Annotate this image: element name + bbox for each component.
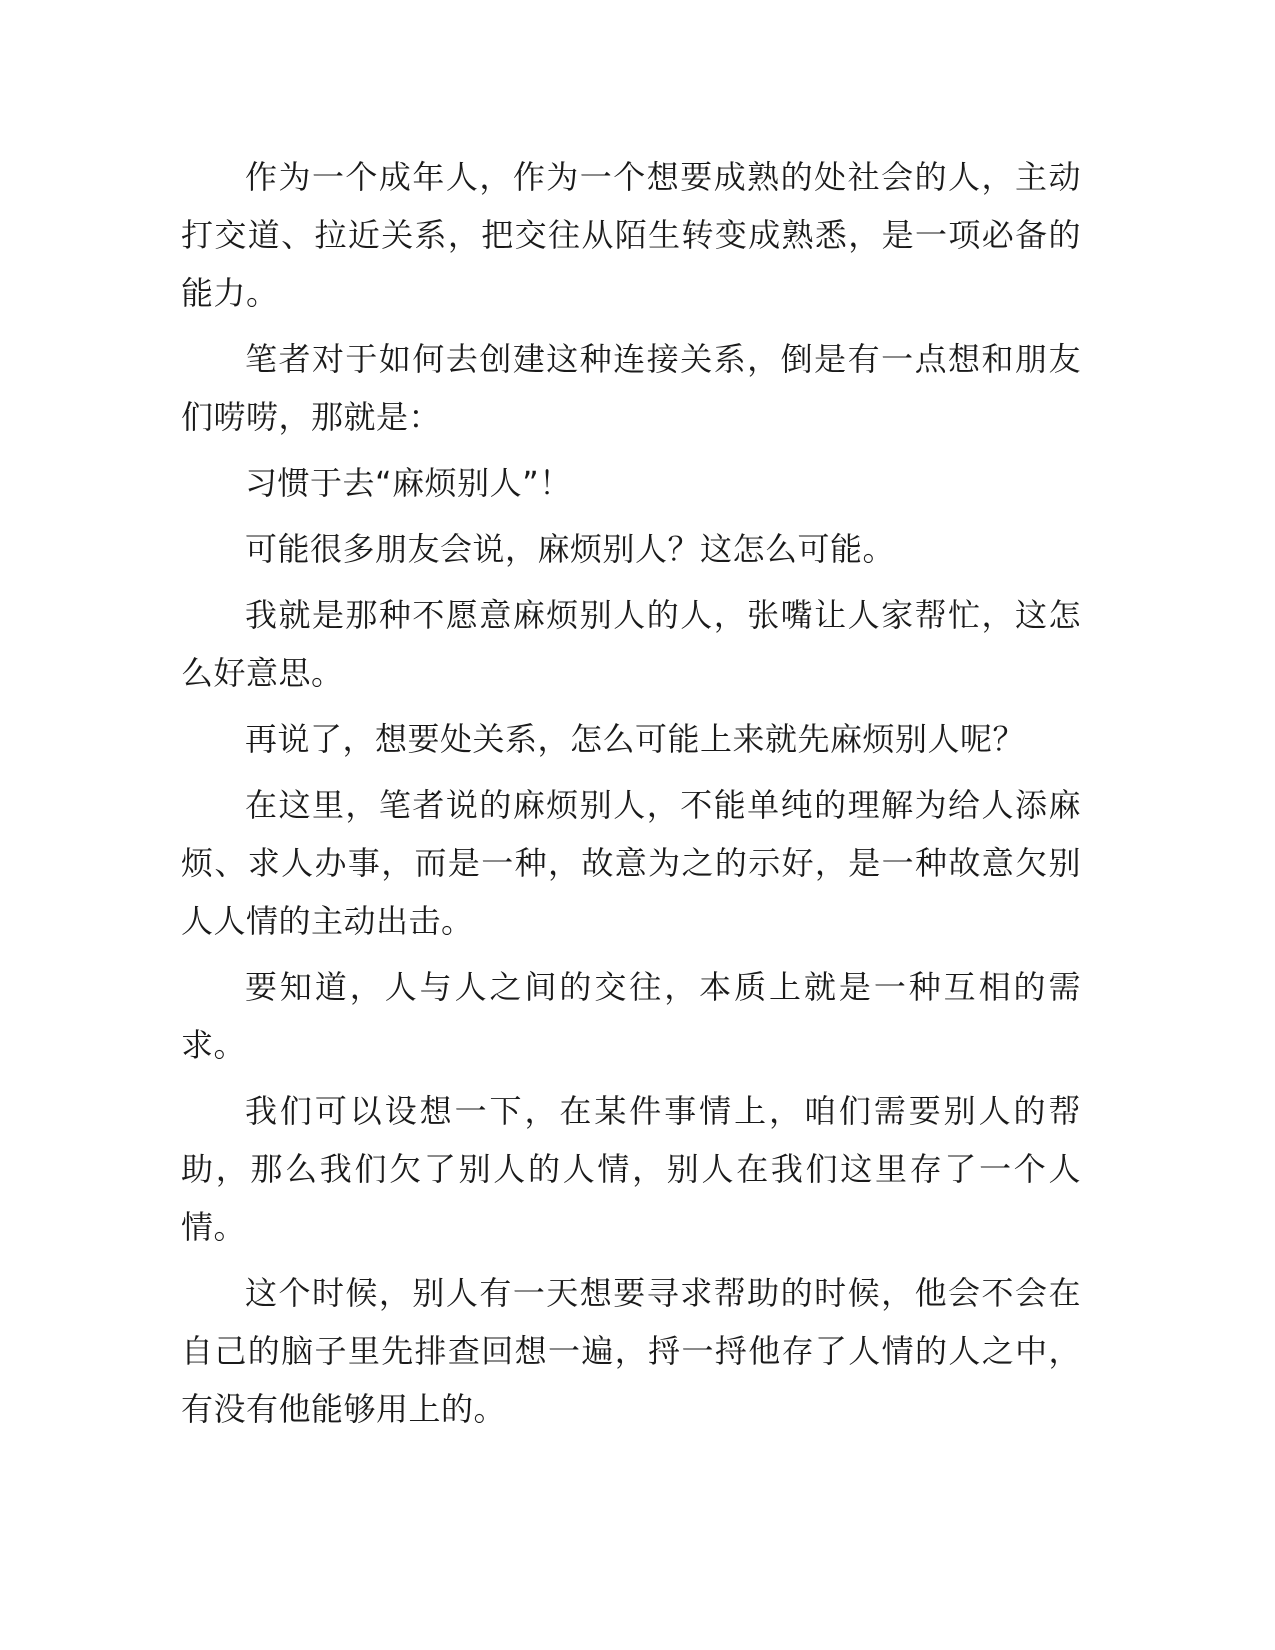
- paragraph-2: 笔者对于如何去创建这种连接关系，倒是有一点想和朋友们唠唠，那就是：: [181, 340, 1081, 436]
- paragraph-1: 作为一个成年人，作为一个想要成熟的处社会的人，主动打交道、拉近关系，把交往从陌生转变成熟悉，是一项必备的能力。: [181, 158, 1081, 312]
- paragraph-10: 这个时候，别人有一天想要寻求帮助的时候，他会不会在自己的脑子里先排查回想一遍，捋一捋他存了人情的人之中，有没有他能够用上的。: [181, 1274, 1081, 1428]
- paragraph-5: 我就是那种不愿意麻烦别人的人，张嘴让人家帮忙，这怎么好意思。: [181, 596, 1081, 692]
- paragraph-7: 在这里，笔者说的麻烦别人，不能单纯的理解为给人添麻烦、求人办事，而是一种，故意为之的示好，是一种故意欠别人人情的主动出击。: [181, 786, 1081, 940]
- paragraph-4: 可能很多朋友会说，麻烦别人？这怎么可能。: [245, 530, 896, 568]
- paragraph-8: 要知道，人与人之间的交往，本质上就是一种互相的需求。: [181, 968, 1081, 1064]
- paragraph-3: 习惯于去“麻烦别人”！: [245, 464, 572, 502]
- paragraph-9: 我们可以设想一下，在某件事情上，咱们需要别人的帮助，那么我们欠了别人的人情，别人在我们这里存了一个人情。: [181, 1092, 1081, 1246]
- document-body: [181, 148, 1081, 1446]
- paragraph-6: 再说了，想要处关系，怎么可能上来就先麻烦别人呢？: [245, 720, 1026, 758]
